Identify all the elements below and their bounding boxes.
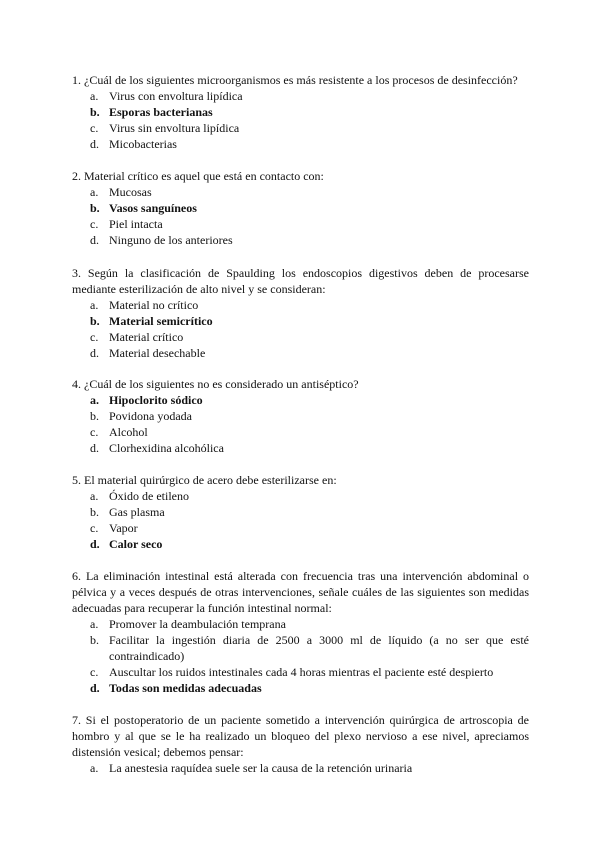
option-text: Gas plasma <box>109 505 165 519</box>
option-c <box>72 120 529 136</box>
options-list <box>72 184 529 248</box>
option-text: Povidona yodada <box>109 409 192 423</box>
question-2 <box>72 168 529 248</box>
option-d-correct <box>72 680 529 696</box>
option-c <box>72 664 529 680</box>
option-letter: c. <box>90 665 99 679</box>
option-letter: b. <box>90 633 99 647</box>
option-letter: d. <box>90 137 99 151</box>
option-letter: a. <box>90 185 99 199</box>
option-d <box>72 136 529 152</box>
option-letter: a. <box>90 89 99 103</box>
question-1 <box>72 72 529 152</box>
option-text: Auscultar los ruidos intestinales cada 4 horas mientras el paciente esté despierto <box>109 665 494 679</box>
option-text: Alcohol <box>109 425 148 439</box>
question-4 <box>72 376 529 456</box>
option-text: Virus con envoltura lipídica <box>109 89 243 103</box>
option-text: Material desechable <box>109 346 206 360</box>
option-b-correct <box>72 104 529 120</box>
option-text: Hipoclorito sódico <box>109 393 203 407</box>
question-text: 1. ¿Cuál de los siguientes microorganismos es más resistente a los procesos de desinfección? <box>72 73 518 87</box>
options-list <box>72 297 529 361</box>
option-a <box>72 184 529 200</box>
options-list <box>72 760 529 776</box>
option-d-correct <box>72 536 529 552</box>
option-letter: d. <box>90 346 99 360</box>
option-a <box>72 488 529 504</box>
question-text: 4. ¿Cuál de los siguientes no es considerado un antiséptico? <box>72 377 359 391</box>
options-list <box>72 392 529 456</box>
option-text: Óxido de etileno <box>109 489 189 503</box>
option-letter: a. <box>90 617 99 631</box>
option-letter: c. <box>90 121 99 135</box>
option-text: La anestesia raquídea suele ser la causa de la retención urinaria <box>109 761 413 775</box>
option-c <box>72 329 529 345</box>
option-text: Vasos sanguíneos <box>109 201 197 215</box>
option-text: Calor seco <box>109 537 163 551</box>
question-6 <box>72 568 529 696</box>
option-text: Micobacterias <box>109 137 177 151</box>
question-5 <box>72 472 529 552</box>
option-text: Ninguno de los anteriores <box>109 233 233 247</box>
option-c <box>72 216 529 232</box>
option-b <box>72 504 529 520</box>
option-text: Virus sin envoltura lipídica <box>109 121 240 135</box>
options-list <box>72 616 529 696</box>
option-letter: b. <box>90 505 99 519</box>
option-a <box>72 760 529 776</box>
question-7 <box>72 712 529 776</box>
question-text: 5. El material quirúrgico de acero debe esterilizarse en: <box>72 473 337 487</box>
option-text: Promover la deambulación temprana <box>109 617 286 631</box>
options-list <box>72 488 529 552</box>
option-text: Clorhexidina alcohólica <box>109 441 224 455</box>
question-text: 7. Si el postoperatorio de un paciente sometido a intervención quirúrgica de artroscopia de hombro y al que se le ha realizado un bloqueo del plexo nervioso a ese nivel, apreciamos distensión vesical; debemos pensar: <box>72 713 529 759</box>
option-text: Facilitar la ingestión diaria de 2500 a 3000 ml de líquido (a no ser que esté contraindicado) <box>109 633 529 663</box>
option-b-correct <box>72 313 529 329</box>
option-text: Mucosas <box>109 185 152 199</box>
option-letter: b. <box>90 314 100 328</box>
option-text: Vapor <box>109 521 138 535</box>
options-list <box>72 88 529 152</box>
option-letter: c. <box>90 217 99 231</box>
option-d <box>72 440 529 456</box>
option-text: Esporas bacterianas <box>109 105 213 119</box>
option-c <box>72 424 529 440</box>
option-letter: b. <box>90 409 99 423</box>
option-a <box>72 88 529 104</box>
option-letter: d. <box>90 441 99 455</box>
option-letter: a. <box>90 761 99 775</box>
option-a <box>72 297 529 313</box>
option-letter: b. <box>90 201 100 215</box>
question-3 <box>72 265 529 361</box>
option-d <box>72 232 529 248</box>
option-letter: c. <box>90 330 99 344</box>
question-text: 2. Material crítico es aquel que está en contacto con: <box>72 169 324 183</box>
option-text: Piel intacta <box>109 217 163 231</box>
option-c <box>72 520 529 536</box>
option-letter: c. <box>90 425 99 439</box>
option-letter: c. <box>90 521 99 535</box>
option-b <box>72 408 529 424</box>
option-letter: d. <box>90 537 100 551</box>
option-text: Material no crítico <box>109 298 199 312</box>
option-letter: a. <box>90 489 99 503</box>
option-letter: d. <box>90 233 99 247</box>
option-letter: b. <box>90 105 100 119</box>
question-text: 3. Según la clasificación de Spaulding los endoscopios digestivos deben de procesarse mediante esterilización de alto nivel y se consideran: <box>72 266 529 296</box>
option-d <box>72 345 529 361</box>
question-text: 6. La eliminación intestinal está alterada con frecuencia tras una intervención abdominal o pélvica y a veces después de otras intervenciones, señale cuáles de las siguientes son medidas adecuadas para recuperar la función intestinal normal: <box>72 569 529 615</box>
option-a <box>72 616 529 632</box>
option-text: Todas son medidas adecuadas <box>109 681 262 695</box>
option-letter: a. <box>90 393 99 407</box>
option-text: Material crítico <box>109 330 184 344</box>
option-b <box>72 632 529 664</box>
option-letter: d. <box>90 681 100 695</box>
option-letter: a. <box>90 298 99 312</box>
option-a-correct <box>72 392 529 408</box>
option-text: Material semicrítico <box>109 314 213 328</box>
option-b-correct <box>72 200 529 216</box>
